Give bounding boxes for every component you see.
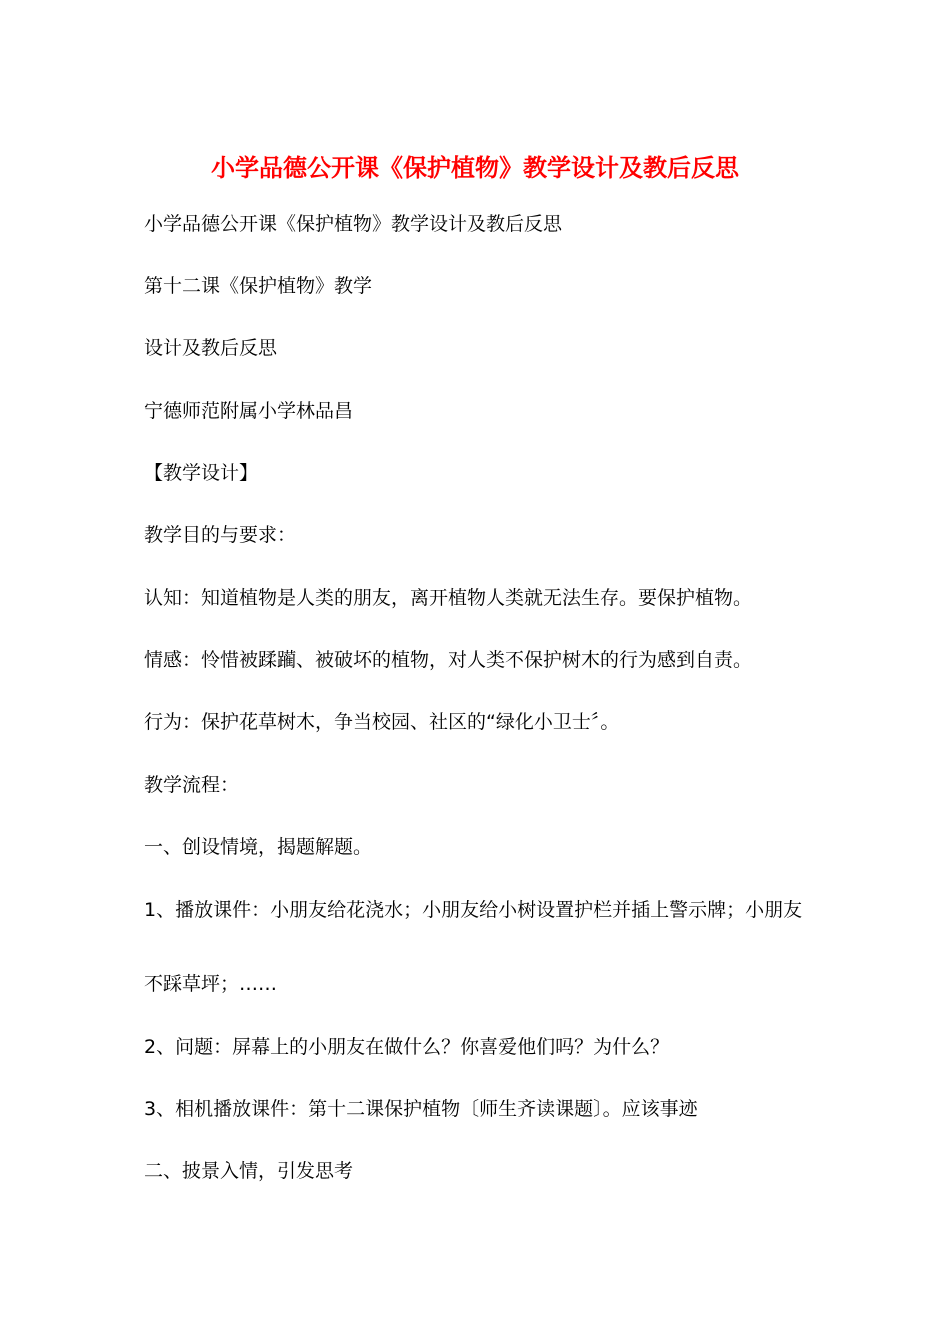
lesson-line: 第十二课《保护植物》教学 xyxy=(144,275,373,297)
document-title: 小学品德公开课《保护植物》教学设计及教后反思 xyxy=(211,153,739,182)
step-one-item-3: 3、相机播放课件：第十二课保护植物〔师生齐读课题〕。应该事迹 xyxy=(144,1098,698,1120)
goals-heading: 教学目的与要求： xyxy=(144,524,297,546)
subtitle-line: 小学品德公开课《保护植物》教学设计及教后反思 xyxy=(144,213,563,235)
step-one-item-2: 2、问题：屏幕上的小朋友在做什么？你喜爱他们吗？为什么？ xyxy=(144,1036,670,1058)
step-one-item-1: 1、播放课件：小朋友给花浇水；小朋友给小树设置护栏并插上警示牌；小朋友 xyxy=(144,899,803,921)
step-one-heading: 一、创设情境，揭题解题。 xyxy=(144,836,373,858)
section-heading: 【教学设计】 xyxy=(144,462,259,484)
step-two-heading: 二、披景入情，引发思考 xyxy=(144,1160,354,1182)
lesson-line-cont: 设计及教后反思 xyxy=(144,337,278,359)
author-line: 宁德师范附属小学林品昌 xyxy=(144,400,354,422)
flow-heading: 教学流程： xyxy=(144,774,240,796)
goal-emotion: 情感：怜惜被蹂躏、被破坏的植物，对人类不保护树木的行为感到自责。 xyxy=(144,649,753,671)
goal-behavior: 行为：保护花草树木，争当校园、社区的“绿化小卫士〞。 xyxy=(144,711,620,733)
step-one-item-1-cont: 不踩草坪；…… xyxy=(144,973,278,995)
goal-cognition: 认知：知道植物是人类的朋友，离开植物人类就无法生存。要保护植物。 xyxy=(144,587,753,609)
